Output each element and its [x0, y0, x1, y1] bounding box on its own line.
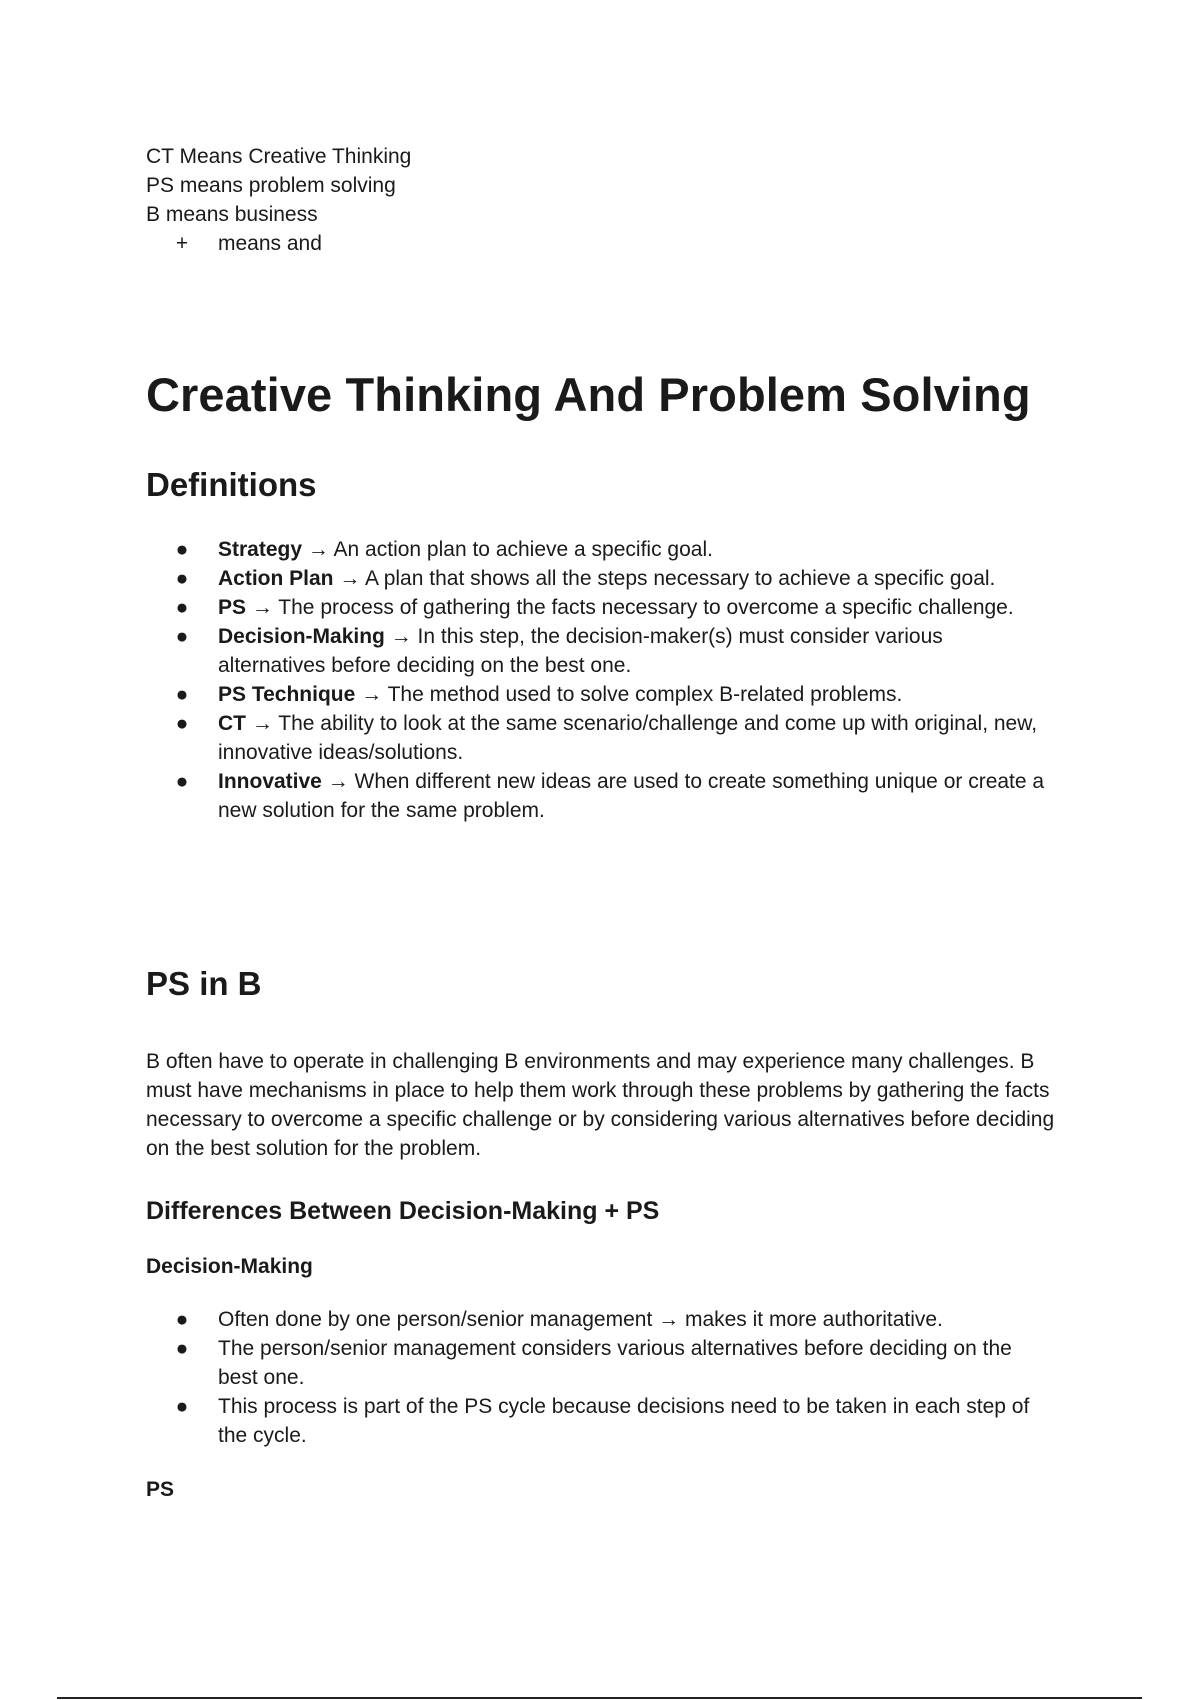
definition-item [146, 622, 1066, 680]
definition-item [146, 767, 1066, 825]
definition-term: PS Technique [218, 683, 356, 706]
ps-subheading: PS [146, 1478, 175, 1501]
differences-heading: Differences Between Decision-Making + PS [146, 1197, 660, 1225]
decision-making-text: Often done by one person/senior management → makes it more authoritative. [218, 1308, 943, 1331]
plus-meaning: means and [218, 232, 322, 255]
definition-term: Action Plan [218, 567, 334, 590]
definition-text: → A plan that shows all the steps necessary to achieve a specific goal. [333, 567, 996, 590]
definition-text: → When different new ideas are used to create something unique or create a new solution for the same problem. [218, 770, 1045, 822]
definition-text: → The method used to solve complex B-related problems. [355, 683, 903, 706]
definitions-heading: Definitions [146, 466, 317, 503]
definition-item [146, 709, 1066, 767]
abbreviation-ct: CT Means Creative Thinking [146, 145, 412, 168]
bullet-icon: ● [175, 1395, 189, 1418]
definition-term: CT [218, 712, 246, 735]
definition-term: Innovative [218, 770, 322, 793]
definition-item [146, 535, 1066, 564]
decision-making-text: This process is part of the PS cycle because decisions need to be taken in each step of the cycle. [218, 1395, 1030, 1447]
ps-in-b-paragraph: B often have to operate in challenging B environments and may experience many challenges. B must have mechanisms in place to help them work through these problems by gathering the facts necessary to overcome a specific challenge or by considering various alternatives before deciding on the best solution for the problem. [146, 1050, 1055, 1160]
decision-making-item [146, 1392, 1066, 1450]
decision-making-heading: Decision-Making [146, 1255, 313, 1278]
definition-text: → In this step, the decision-maker(s) must consider various alternatives before deciding on the best one. [218, 625, 943, 677]
definition-item [146, 564, 1066, 593]
page-bottom-rule [57, 1697, 1142, 1699]
decision-making-list [146, 1305, 1066, 1450]
decision-making-item [146, 1305, 1066, 1334]
bullet-icon: ● [175, 596, 189, 619]
definition-text: → The ability to look at the same scenario/challenge and come up with original, new, innovative ideas/solutions. [218, 712, 1038, 764]
bullet-icon: ● [175, 625, 189, 648]
bullet-icon: ● [175, 1308, 189, 1331]
plus-marker: + [175, 232, 189, 255]
abbreviation-b: B means business [146, 203, 318, 226]
bullet-icon: ● [175, 1337, 189, 1360]
abbreviation-ps: PS means problem solving [146, 174, 396, 197]
bullet-icon: ● [175, 567, 189, 590]
document-body [146, 142, 1066, 1501]
document-title: Creative Thinking And Problem Solving [146, 368, 1031, 421]
bullet-icon: ● [175, 683, 189, 706]
ps-in-b-heading: PS in B [146, 965, 262, 1002]
definitions-list [146, 535, 1066, 825]
decision-making-text: The person/senior management considers various alternatives before deciding on the best one. [218, 1337, 1012, 1389]
bullet-icon: ● [175, 712, 189, 735]
definition-term: Decision-Making [218, 625, 385, 648]
definition-text: → An action plan to achieve a specific goal. [302, 538, 713, 561]
definition-term: Strategy [218, 538, 303, 561]
decision-making-item [146, 1334, 1066, 1392]
definition-item [146, 593, 1066, 622]
definition-term: PS [218, 596, 247, 619]
bullet-icon: ● [175, 538, 189, 561]
abbreviation-plus [146, 229, 1066, 258]
bullet-icon: ● [175, 770, 189, 793]
definition-item [146, 680, 1066, 709]
abbreviation-key [146, 142, 1066, 258]
definition-text: → The process of gathering the facts necessary to overcome a specific challenge. [246, 596, 1014, 619]
